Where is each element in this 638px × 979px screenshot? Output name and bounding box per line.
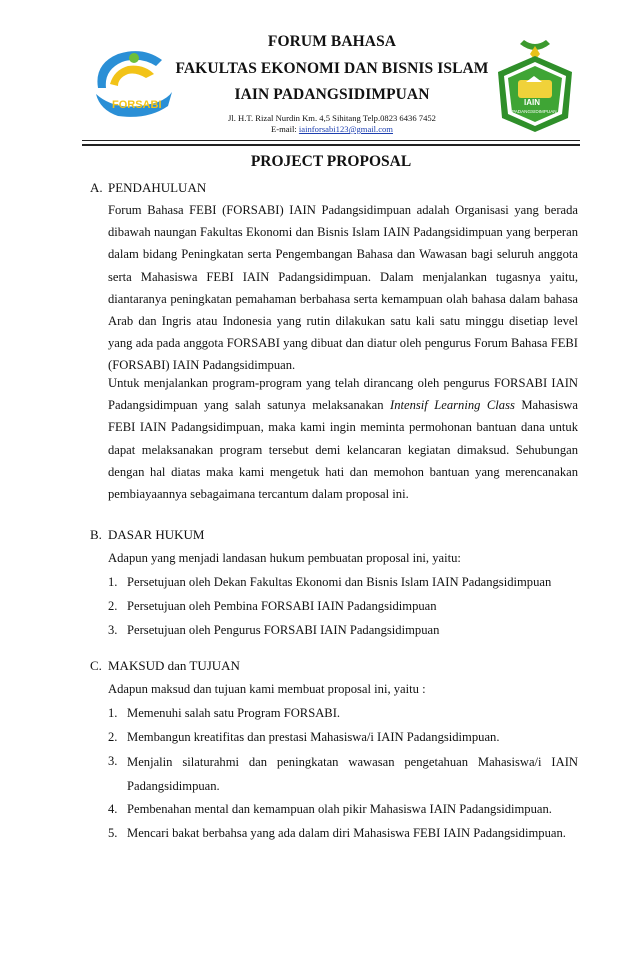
list-item-number: 1. bbox=[108, 575, 118, 589]
list-item-number: 1. bbox=[108, 706, 118, 720]
document-title: PROJECT PROPOSAL bbox=[250, 153, 412, 170]
section-b-title: DASAR HUKUM bbox=[108, 527, 205, 542]
list-item: Persetujuan oleh Pengurus FORSABI IAIN Padangsidimpuan bbox=[127, 623, 440, 637]
list-item-number: 3. bbox=[108, 623, 118, 637]
list-item: Persetujuan oleh Dekan Fakultas Ekonomi dan Bisnis Islam IAIN Padangsidimpuan bbox=[127, 575, 552, 589]
list-item-number: 3. bbox=[108, 754, 118, 768]
email-label: E-mail: bbox=[271, 124, 299, 134]
section-a-paragraph-2 bbox=[108, 372, 578, 505]
section-b-intro: Adapun yang menjadi landasan hukum pembuatan proposal ini, yaitu: bbox=[108, 551, 461, 565]
section-a-letter: A. bbox=[90, 180, 103, 195]
letterhead bbox=[82, 28, 580, 146]
address: Jl. H.T. Rizal Nurdin Km. 4,5 Sihitang Telp.0823 6436 7452 bbox=[228, 113, 436, 123]
list-item-number: 5. bbox=[108, 826, 118, 840]
list-item: Membangun kreatifitas dan prestasi Mahasiswa/i IAIN Padangsidimpuan. bbox=[127, 730, 500, 744]
forsabi-logo bbox=[88, 44, 174, 122]
header-rule-thick bbox=[82, 144, 580, 146]
p2-text-end: Mahasiswa FEBI IAIN Padangsidimpuan, maka kami ingin meminta permohonan bantuan dana untuk dapat melaksanakan program tersebut demi kelancaran kegiatan dimaksud. Sehubungan dengan hal diatas maka kami mengetuk hati dan memohon bantuan yang merencanakan pembiayaannya sebagaimana tercantum dalam proposal ini. bbox=[108, 398, 578, 502]
list-item: Menjalin silaturahmi dan peningkatan wawasan pengetahuan Mahasiswa/i IAIN Padangsidimpuan. bbox=[127, 755, 578, 793]
section-c-heading bbox=[90, 658, 240, 674]
list-item-number: 4. bbox=[108, 802, 118, 816]
section-c-letter: C. bbox=[90, 658, 102, 673]
list-item-number: 2. bbox=[108, 730, 118, 744]
section-b-heading bbox=[90, 527, 204, 543]
section-a-heading bbox=[90, 180, 206, 196]
section-a-paragraph-1: Forum Bahasa FEBI (FORSABI) IAIN Padangsidimpuan adalah Organisasi yang berada dibawah naungan Fakultas Ekonomi dan Bisnis Islam IAIN Padangsidimpuan yang berperan dalam bidang Peningkatan serta Pengembangan Bahasa dan Wawasan bagi seluruh anggota serta Mahasiswa FEBI IAIN Padangsidimpuan. Dalam menjalankan tugasnya yaitu, diantaranya peningkatan pemahaman berbahasa serta kemampuan olah bahasa dalam bahasa Arab dan Ingris atau Indonesia yang rutin dilakukan satu kali satu minggu disetiap level yang ada pada anggota FORSABI yang dibuat dan diatur oleh pengurus Forum Bahasa FEBI (FORSABI) IAIN Padangsidimpuan. bbox=[108, 203, 578, 373]
section-b-letter: B. bbox=[90, 527, 102, 542]
institute-name: IAIN PADANGSIDIMPUAN bbox=[234, 86, 430, 103]
list-item-number: 2. bbox=[108, 599, 118, 613]
header-rule-thin bbox=[82, 140, 580, 141]
email-link[interactable]: iainforsabi123@gmail.com bbox=[298, 124, 393, 134]
iain-logo bbox=[490, 38, 580, 134]
list-item: Memenuhi salah satu Program FORSABI. bbox=[127, 706, 341, 720]
list-item: Persetujuan oleh Pembina FORSABI IAIN Padangsidimpuan bbox=[127, 599, 437, 613]
list-item: Pembenahan mental dan kemampuan olah pikir Mahasiswa IAIN Padangsidimpuan. bbox=[127, 802, 552, 816]
svg-text:IAIN: IAIN bbox=[524, 98, 540, 107]
email-line bbox=[172, 124, 492, 134]
section-c-title: MAKSUD dan TUJUAN bbox=[108, 658, 240, 673]
svg-text:FORSABI: FORSABI bbox=[112, 99, 162, 111]
org-name: FORUM BAHASA bbox=[267, 33, 397, 50]
svg-text:PADANGSIDIMPUAN: PADANGSIDIMPUAN bbox=[512, 109, 557, 114]
p2-text-start: Untuk menjalankan program-program yang telah dirancang oleh pengurus FORSABI IAIN Padangsidimpuan yang salah satunya melaksanakan bbox=[108, 376, 578, 413]
section-a-title: PENDAHULUAN bbox=[108, 180, 207, 195]
faculty-name: FAKULTAS EKONOMI DAN BISNIS ISLAM bbox=[175, 60, 489, 77]
p2-emphasis: Intensif Learning Class bbox=[390, 398, 515, 413]
list-item: Mencari bakat berbahsa yang ada dalam diri Mahasiswa FEBI IAIN Padangsidimpuan. bbox=[127, 826, 566, 840]
section-c-intro: Adapun maksud dan tujuan kami membuat proposal ini, yaitu : bbox=[108, 682, 426, 696]
